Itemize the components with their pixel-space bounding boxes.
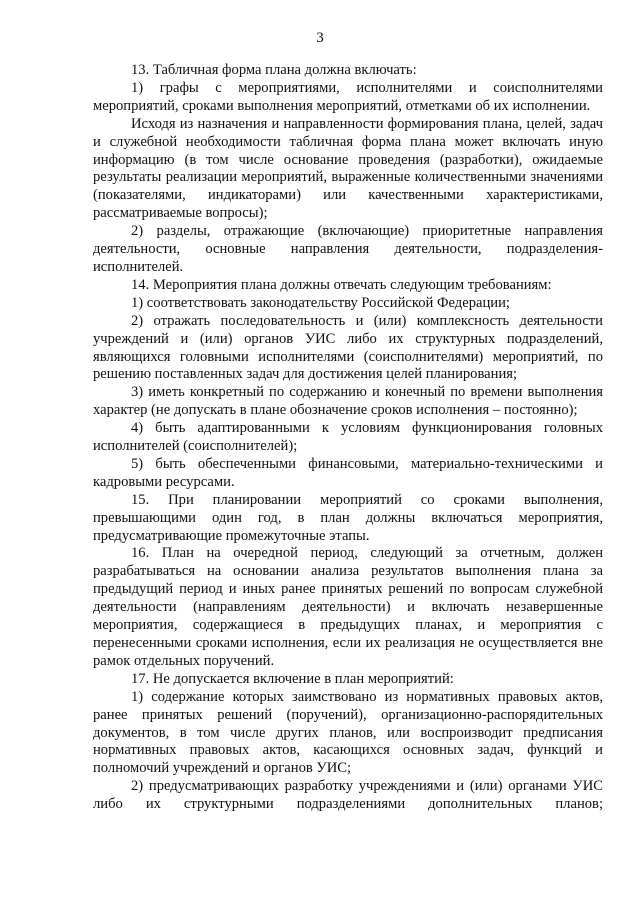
paragraph-17-item-2: 2) предусматривающих разработку учреждениями и (или) органами УИС либо их структурными подразделениями дополнительных планов;: [93, 778, 603, 813]
paragraph-13-heading: 13. Табличная форма плана должна включать:: [131, 62, 417, 78]
paragraph-14-item-1: 1) соответствовать законодательству Российской Федерации;: [131, 294, 510, 311]
document-body: [93, 62, 603, 814]
paragraph-16: 16. План на очередной период, следующий за отчетным, должен разрабатываться на основании анализа результатов выполнения плана за предыдущий период и иных ранее принятых решений по вопросам служебной деятельности (направлениям деятельности) и включать незавершенные мероприятия, содержащиеся в предыдущих планах, и мероприятия с перенесенными сроками исполнения, если их реализация не осуществляется вне рамок отдельных поручений.: [93, 545, 603, 669]
page-number: 3: [316, 30, 324, 46]
paragraph-17-heading: 17. Не допускается включение в план мероприятий:: [131, 670, 454, 687]
paragraph-14-item-3: 3) иметь конкретный по содержанию и конечный по времени выполнения характер (не допускать в плане обозначение сроков исполнения – постоянно);: [93, 384, 603, 419]
paragraph-14-item-4: 4) быть адаптированными к условиям функционирования головных исполнителей (соисполнителей);: [93, 420, 603, 455]
paragraph-14-item-5: 5) быть обеспеченными финансовыми, материально-техническими и кадровыми ресурсами.: [93, 455, 603, 490]
paragraph-13-item-2: 2) разделы, отражающие (включающие) приоритетные направления деятельности, основные направления деятельности, подразделения-исполнителей.: [93, 223, 603, 275]
paragraph-13-note: Исходя из назначения и направленности формирования плана, целей, задач и служебной необходимости табличная форма плана может включать иную информацию (в том числе основание проведения (разработки), ожидаемые результаты реализации мероприятий, выраженные количественными значениями (показателями, индикаторами) или качественными характеристиками, рассматриваемые вопросы);: [93, 115, 603, 222]
paragraph-14-heading: 14. Мероприятия плана должны отвечать следующим требованиям:: [131, 276, 552, 293]
paragraph-17-item-1: 1) содержание которых заимствовано из нормативных правовых актов, ранее принятых решений (поручений), организационно-распорядительных документов, в том числе других планов, или воспроизводит предписания нормативных правовых актов, касающихся основных задач, функций и полномочий учреждений и органов УИС;: [93, 688, 603, 777]
paragraph-15: 15. При планировании мероприятий со сроками выполнения, превышающими один год, в план должны включаться мероприятия, предусматривающие промежуточные этапы.: [93, 491, 603, 544]
paragraph-13-item-1: 1) графы с мероприятиями, исполнителями и соисполнителями мероприятий, сроками выполнения мероприятий, отметками об их исполнении.: [93, 79, 603, 114]
paragraph-14-item-2: 2) отражать последовательность и (или) комплексность деятельности учреждений и (или) органов УИС либо их структурных подразделений, являющихся головными исполнителями (соисполнителями) мероприятий, по решению поставленных задач для достижения целей планирования;: [93, 312, 603, 383]
